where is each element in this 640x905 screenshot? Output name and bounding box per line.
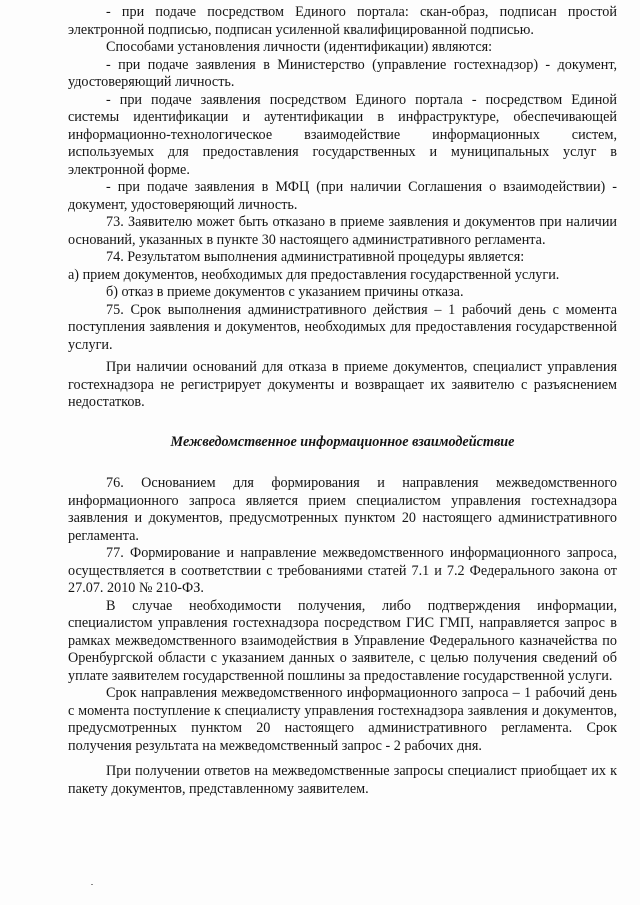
spacer [68,755,617,763]
paragraph-mfc-identification: - при подаче заявления в МФЦ (при наличии Соглашения о взаимодействии) - документ, удостоверяющий личность. [68,179,617,213]
paragraph-item-77: 77. Формирование и направление межведомственного информационного запроса, осуществляется в соответствии с требованиями статей 7.1 и 7.2 Федерального закона от 27.07. 2010 № 210-ФЗ. [68,545,617,596]
paragraph-refusal-grounds: При наличии оснований для отказа в приеме документов, специалист управления гостехнадзора не регистрирует документы и возвращает их заявителю с разъяснением недостатков. [68,359,617,410]
paragraph-item-76: 76. Основанием для формирования и направления межведомственного информационного запроса является прием специалистом управления гостехнадзора заявления и документов, предусмотренных пунктом 20 настоящего административного регламента. [68,475,617,544]
paragraph-item-74-a: а) прием документов, необходимых для предоставления государственной услуги. [68,266,560,283]
paragraph-portal-identification: - при подаче заявления посредством Единого портала - посредством Единой системы идентификации и аутентификации в инфраструктуре, обеспечивающей информационно-технологическое взаимодействие информационных систем, используемых для предоставления государственных и муниципальных услуг в электронной форме. [68,91,617,178]
section-heading: Межведомственное информационное взаимодействие [170,433,515,450]
paragraph-item-74-b: б) отказ в приеме документов с указанием причины отказа. [106,284,464,300]
paragraph-portal-signature: - при подаче посредством Единого портала: скан-образ, подписан простой электронной подписью, подписан усиленной квалифицированной подписью. [68,4,617,38]
scan-speck [91,884,93,885]
paragraph-request-deadline: Срок направления межведомственного информационного запроса – 1 рабочий день с момента поступление к специалисту управления гостехнадзора заявления и документов, предусмотренных пунктом 20 настоящего административного регламента. Срок получения результата на межведомственный запрос - 2 рабочих дня. [68,685,617,754]
paragraph-item-75: 75. Срок выполнения административного действия – 1 рабочий день с момента поступления заявления и документов, необходимых для предоставления государственной услуги. [68,301,617,353]
paragraph-responses: При получении ответов на межведомственные запросы специалист приобщает их к пакету документов, представленному заявителем. [68,763,617,797]
paragraph-gis-gmp-request: В случае необходимости получения, либо подтверждения информации, специалистом управления гостехнадзора посредством ГИС ГМП, направляется запрос в рамках межведомственного взаимодействия в Управление Федерального казначейства по Оренбургской области с указанием данных о заявителе, с целью получения сведений об уплате заявителем государственной пошлины за предоставление государственной услуги. [68,597,617,684]
paragraph-item-74: 74. Результатом выполнения административной процедуры является: [106,249,525,265]
document-body [68,4,617,798]
paragraph-identification-methods: Способами установления личности (идентификации) являются: [106,39,493,55]
paragraph-ministry-identification: - при подаче заявления в Министерство (управление гостехнадзор) - документ, удостоверяющий личность. [68,56,617,90]
paragraph-item-73: 73. Заявителю может быть отказано в приеме заявления и документов при наличии оснований, указанных в пункте 30 настоящего административного регламента. [68,214,617,248]
